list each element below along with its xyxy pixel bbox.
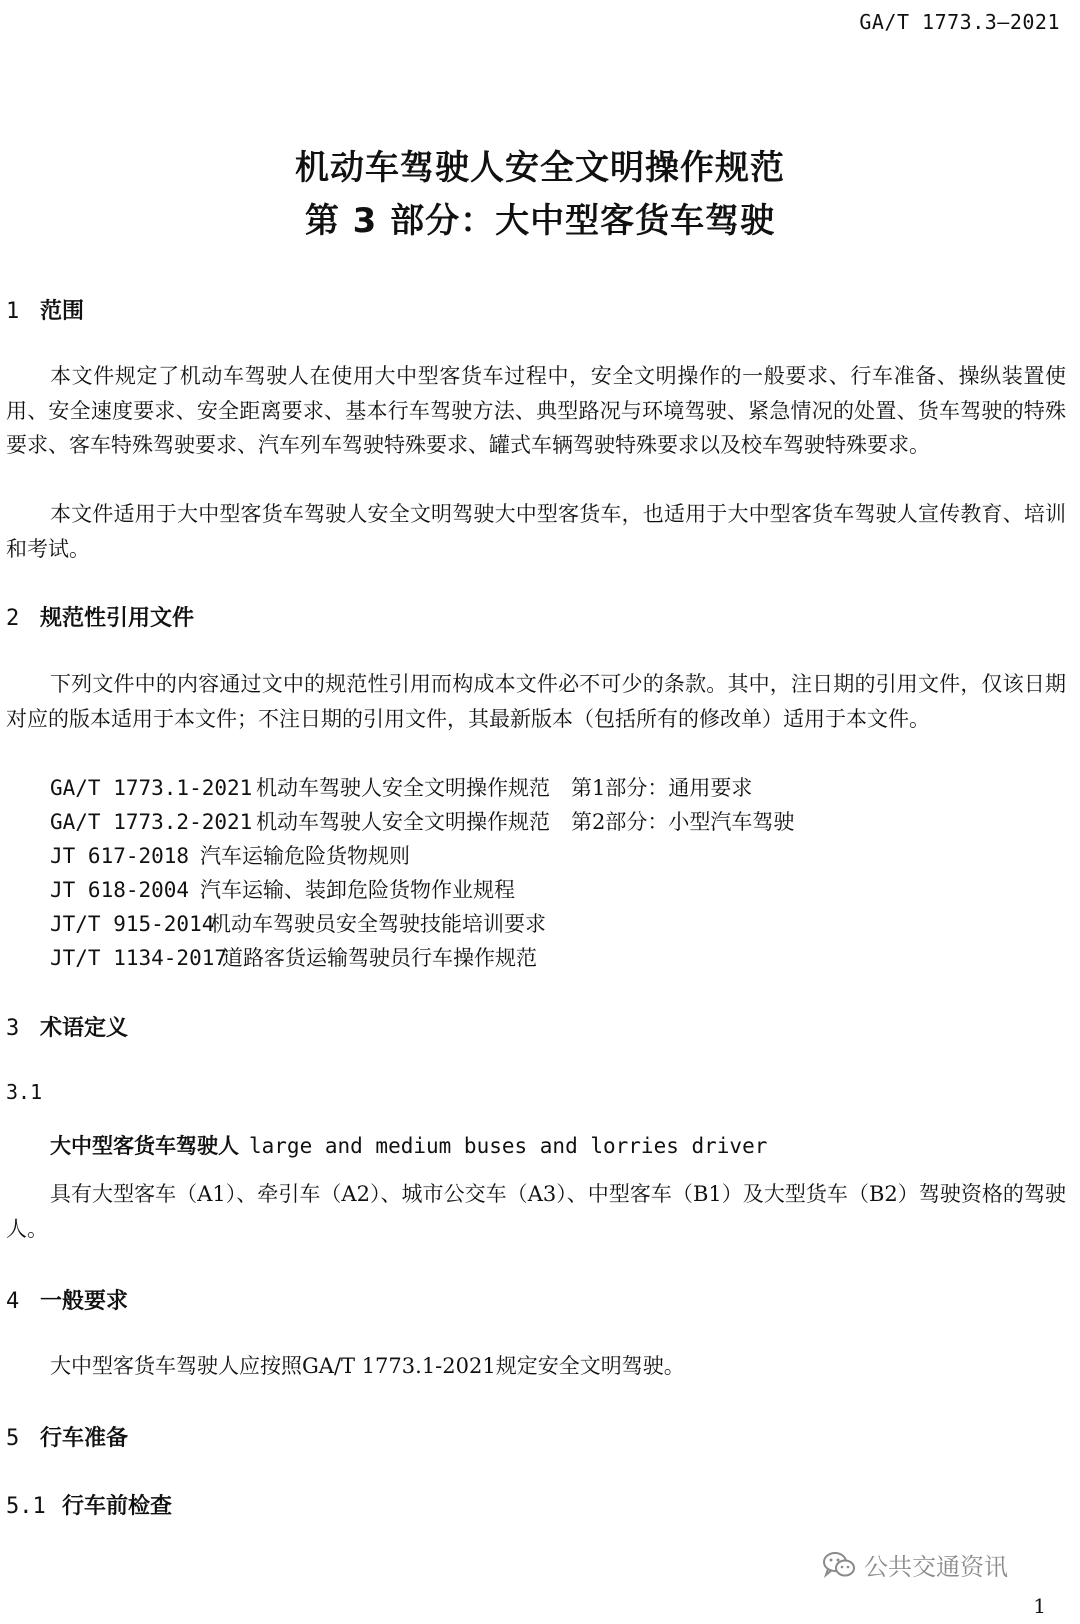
section-number: 3	[6, 1016, 20, 1041]
reference-item	[50, 840, 410, 870]
section-number: 5	[6, 1426, 20, 1451]
subsection-title: 行车前检查	[62, 1494, 173, 1519]
reference-item	[50, 772, 752, 802]
section-3-heading	[6, 1011, 128, 1042]
section-number: 4	[6, 1289, 20, 1314]
term-number: 3.1	[6, 1080, 43, 1104]
term-chinese: 大中型客货车驾驶人	[50, 1134, 239, 1158]
section-1-paragraph-2: 本文件适用于大中型客货车驾驶人安全文明驾驶大中型客货车，也适用于大中型客货车驾驶人宣传教育、培训和考试。	[6, 502, 1066, 561]
section-title: 行车准备	[40, 1426, 129, 1451]
subsection-number: 5.1	[6, 1494, 46, 1519]
reference-item	[50, 806, 794, 836]
reference-title: 机动车驾驶人安全文明操作规范 第1部分：通用要求	[256, 776, 753, 800]
section-number: 2	[6, 606, 20, 631]
section-title: 规范性引用文件	[40, 606, 195, 631]
section-title: 范围	[40, 299, 85, 324]
reference-code: JT/T 1134-2017	[50, 946, 228, 970]
reference-code: GA/T 1773.1-2021	[50, 776, 253, 800]
section-4-paragraph-1: 大中型客货车驾驶人应按照GA/T 1773.1-2021规定安全文明驾驶。	[50, 1354, 685, 1378]
page-number: 1	[1033, 1594, 1046, 1618]
reference-title: 汽车运输、装卸危险货物作业规程	[200, 878, 515, 902]
section-4-heading	[6, 1284, 128, 1315]
reference-title: 汽车运输危险货物规则	[200, 844, 410, 868]
reference-item	[50, 874, 515, 904]
reference-title: 机动车驾驶人安全文明操作规范 第2部分：小型汽车驾驶	[256, 810, 795, 834]
document-title: 机动车驾驶人安全文明操作规范	[295, 148, 785, 188]
reference-code: JT 618-2004	[50, 878, 190, 902]
watermark	[822, 1547, 1008, 1582]
reference-item	[50, 908, 546, 938]
section-1-paragraph-1: 本文件规定了机动车驾驶人在使用大中型客货车过程中，安全文明操作的一般要求、行车准备、操纵装置使用、安全速度要求、安全距离要求、基本行车驾驶方法、典型路况与环境驾驶、紧急情况的处置、货车驾驶的特殊要求、客车特殊驾驶要求、汽车列车驾驶特殊要求、罐式车辆驾驶特殊要求以及校车驾驶特殊要求。	[6, 364, 1066, 457]
section-5-heading	[6, 1421, 128, 1452]
section-1-heading	[6, 294, 84, 325]
section-5-1-heading	[6, 1489, 172, 1520]
section-title: 术语定义	[40, 1016, 129, 1041]
reference-code: JT 617-2018	[50, 844, 190, 868]
section-title: 一般要求	[40, 1289, 129, 1314]
term-definition: 具有大型客车（A1）、牵引车（A2）、城市公交车（A3）、中型客车（B1）及大型货车（B2）驾驶资格的驾驶人。	[6, 1182, 1066, 1241]
reference-code: GA/T 1773.2-2021	[50, 810, 253, 834]
wechat-icon	[822, 1551, 856, 1579]
reference-code: JT/T 915-2014	[50, 912, 215, 936]
standard-code: GA/T 1773.3—2021	[859, 10, 1060, 34]
reference-title: 机动车驾驶员安全驾驶技能培训要求	[210, 912, 546, 936]
term-english: large and medium buses and lorries driver	[249, 1134, 768, 1158]
document-subtitle: 第 3 部分：大中型客货车驾驶	[304, 201, 776, 241]
reference-item	[50, 942, 537, 972]
term-entry	[50, 1130, 767, 1160]
watermark-text: 公共交通资讯	[864, 1553, 1008, 1581]
section-number: 1	[6, 299, 20, 324]
section-2-paragraph-1: 下列文件中的内容通过文中的规范性引用而构成本文件必不可少的条款。其中，注日期的引用文件，仅该日期对应的版本适用于本文件；不注日期的引用文件，其最新版本（包括所有的修改单）适用于本文件。	[6, 672, 1066, 731]
reference-title: 道路客货运输驾驶员行车操作规范	[222, 946, 537, 970]
section-2-heading	[6, 601, 194, 632]
